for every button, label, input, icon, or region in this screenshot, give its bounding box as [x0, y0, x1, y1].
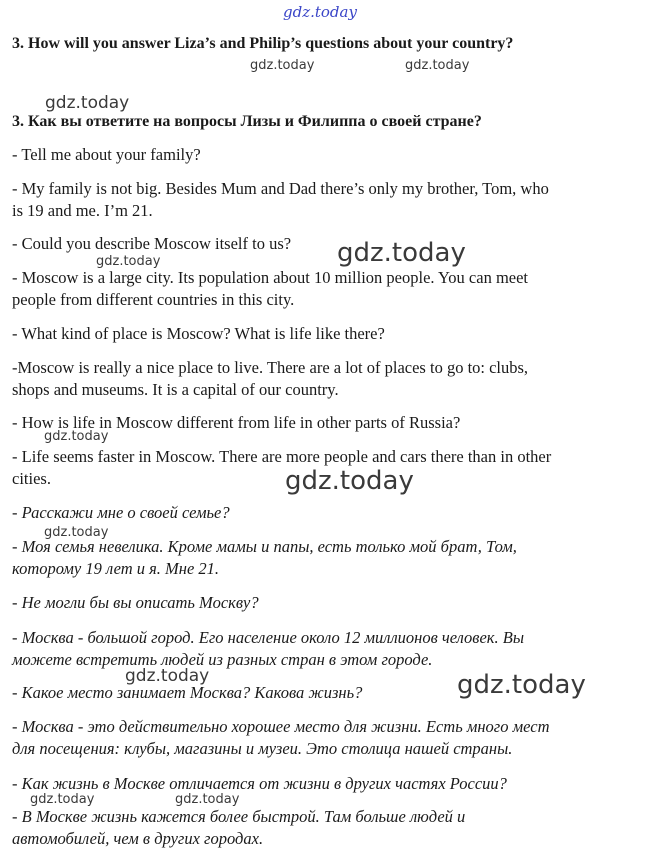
- russian-answer-4-line-2: автомобилей, чем в других городах.: [12, 829, 264, 848]
- watermark: gdz.today: [405, 58, 470, 73]
- english-question-4: - How is life in Moscow different from life in other parts of Russia?: [12, 413, 461, 432]
- english-answer-1-line-2: is 19 and me. I’m 21.: [12, 201, 153, 220]
- watermark: gdz.today: [45, 93, 130, 113]
- english-answer-4-line-1: - Life seems faster in Moscow. There are more people and cars there than in other: [12, 447, 552, 466]
- russian-answer-3-line-2: для посещения: клубы, магазины и музеи. Это столица нашей страны.: [12, 739, 513, 758]
- russian-answer-4-line-1: - В Москве жизнь кажется более быстрой. Там больше людей и: [12, 807, 466, 826]
- english-question-1: - Tell me about your family?: [12, 145, 201, 164]
- russian-question-2: - Не могли бы вы описать Москву?: [12, 593, 259, 612]
- english-answer-3-line-1: -Moscow is really a nice place to live. There are a lot of places to go to: clubs,: [12, 358, 529, 377]
- watermark: gdz.today: [44, 525, 109, 540]
- russian-answer-1-line-1: - Моя семья невелика. Кроме мамы и папы, есть только мой брат, Том,: [12, 537, 517, 556]
- watermark: gdz.today: [96, 254, 161, 269]
- russian-question-3: - Какое место занимает Москва? Какова жизнь?: [12, 683, 363, 702]
- watermark-top: gdz.today: [283, 3, 357, 21]
- heading-english: 3. How will you answer Liza’s and Philip’s questions about your country?: [12, 35, 514, 52]
- watermark: gdz.today: [30, 792, 95, 807]
- english-answer-3-line-2: shops and museums. It is a capital of our country.: [12, 380, 339, 399]
- russian-answer-3-line-1: - Москва - это действительно хорошее место для жизни. Есть много мест: [12, 717, 550, 736]
- russian-question-4: - Как жизнь в Москве отличается от жизни в других частях России?: [12, 774, 507, 793]
- watermark: gdz.today: [175, 792, 240, 807]
- russian-answer-2-line-1: - Москва - большой город. Его население около 12 миллионов человек. Вы: [12, 628, 524, 647]
- watermark: gdz.today: [285, 466, 414, 496]
- english-answer-2-line-2: people from different countries in this city.: [12, 290, 295, 309]
- watermark: gdz.today: [457, 670, 586, 700]
- watermark: gdz.today: [44, 429, 109, 444]
- watermark: gdz.today: [125, 666, 210, 686]
- english-answer-1-line-1: - My family is not big. Besides Mum and Dad there’s only my brother, Tom, who: [12, 179, 549, 198]
- english-question-2: - Could you describe Moscow itself to us?: [12, 234, 292, 253]
- watermark: gdz.today: [337, 238, 466, 268]
- english-question-3: - What kind of place is Moscow? What is life like there?: [12, 324, 385, 343]
- watermark: gdz.today: [250, 58, 315, 73]
- russian-answer-2-line-2: можете встретить людей из разных стран в этом городе.: [12, 650, 433, 669]
- english-answer-2-line-1: - Moscow is a large city. Its population about 10 million people. You can meet: [12, 268, 529, 287]
- heading-russian: 3. Как вы ответите на вопросы Лизы и Филиппа о своей стране?: [12, 113, 482, 130]
- russian-answer-1-line-2: которому 19 лет и я. Мне 21.: [12, 559, 220, 578]
- english-answer-4-line-2: cities.: [12, 469, 51, 488]
- russian-question-1: - Расскажи мне о своей семье?: [12, 503, 230, 522]
